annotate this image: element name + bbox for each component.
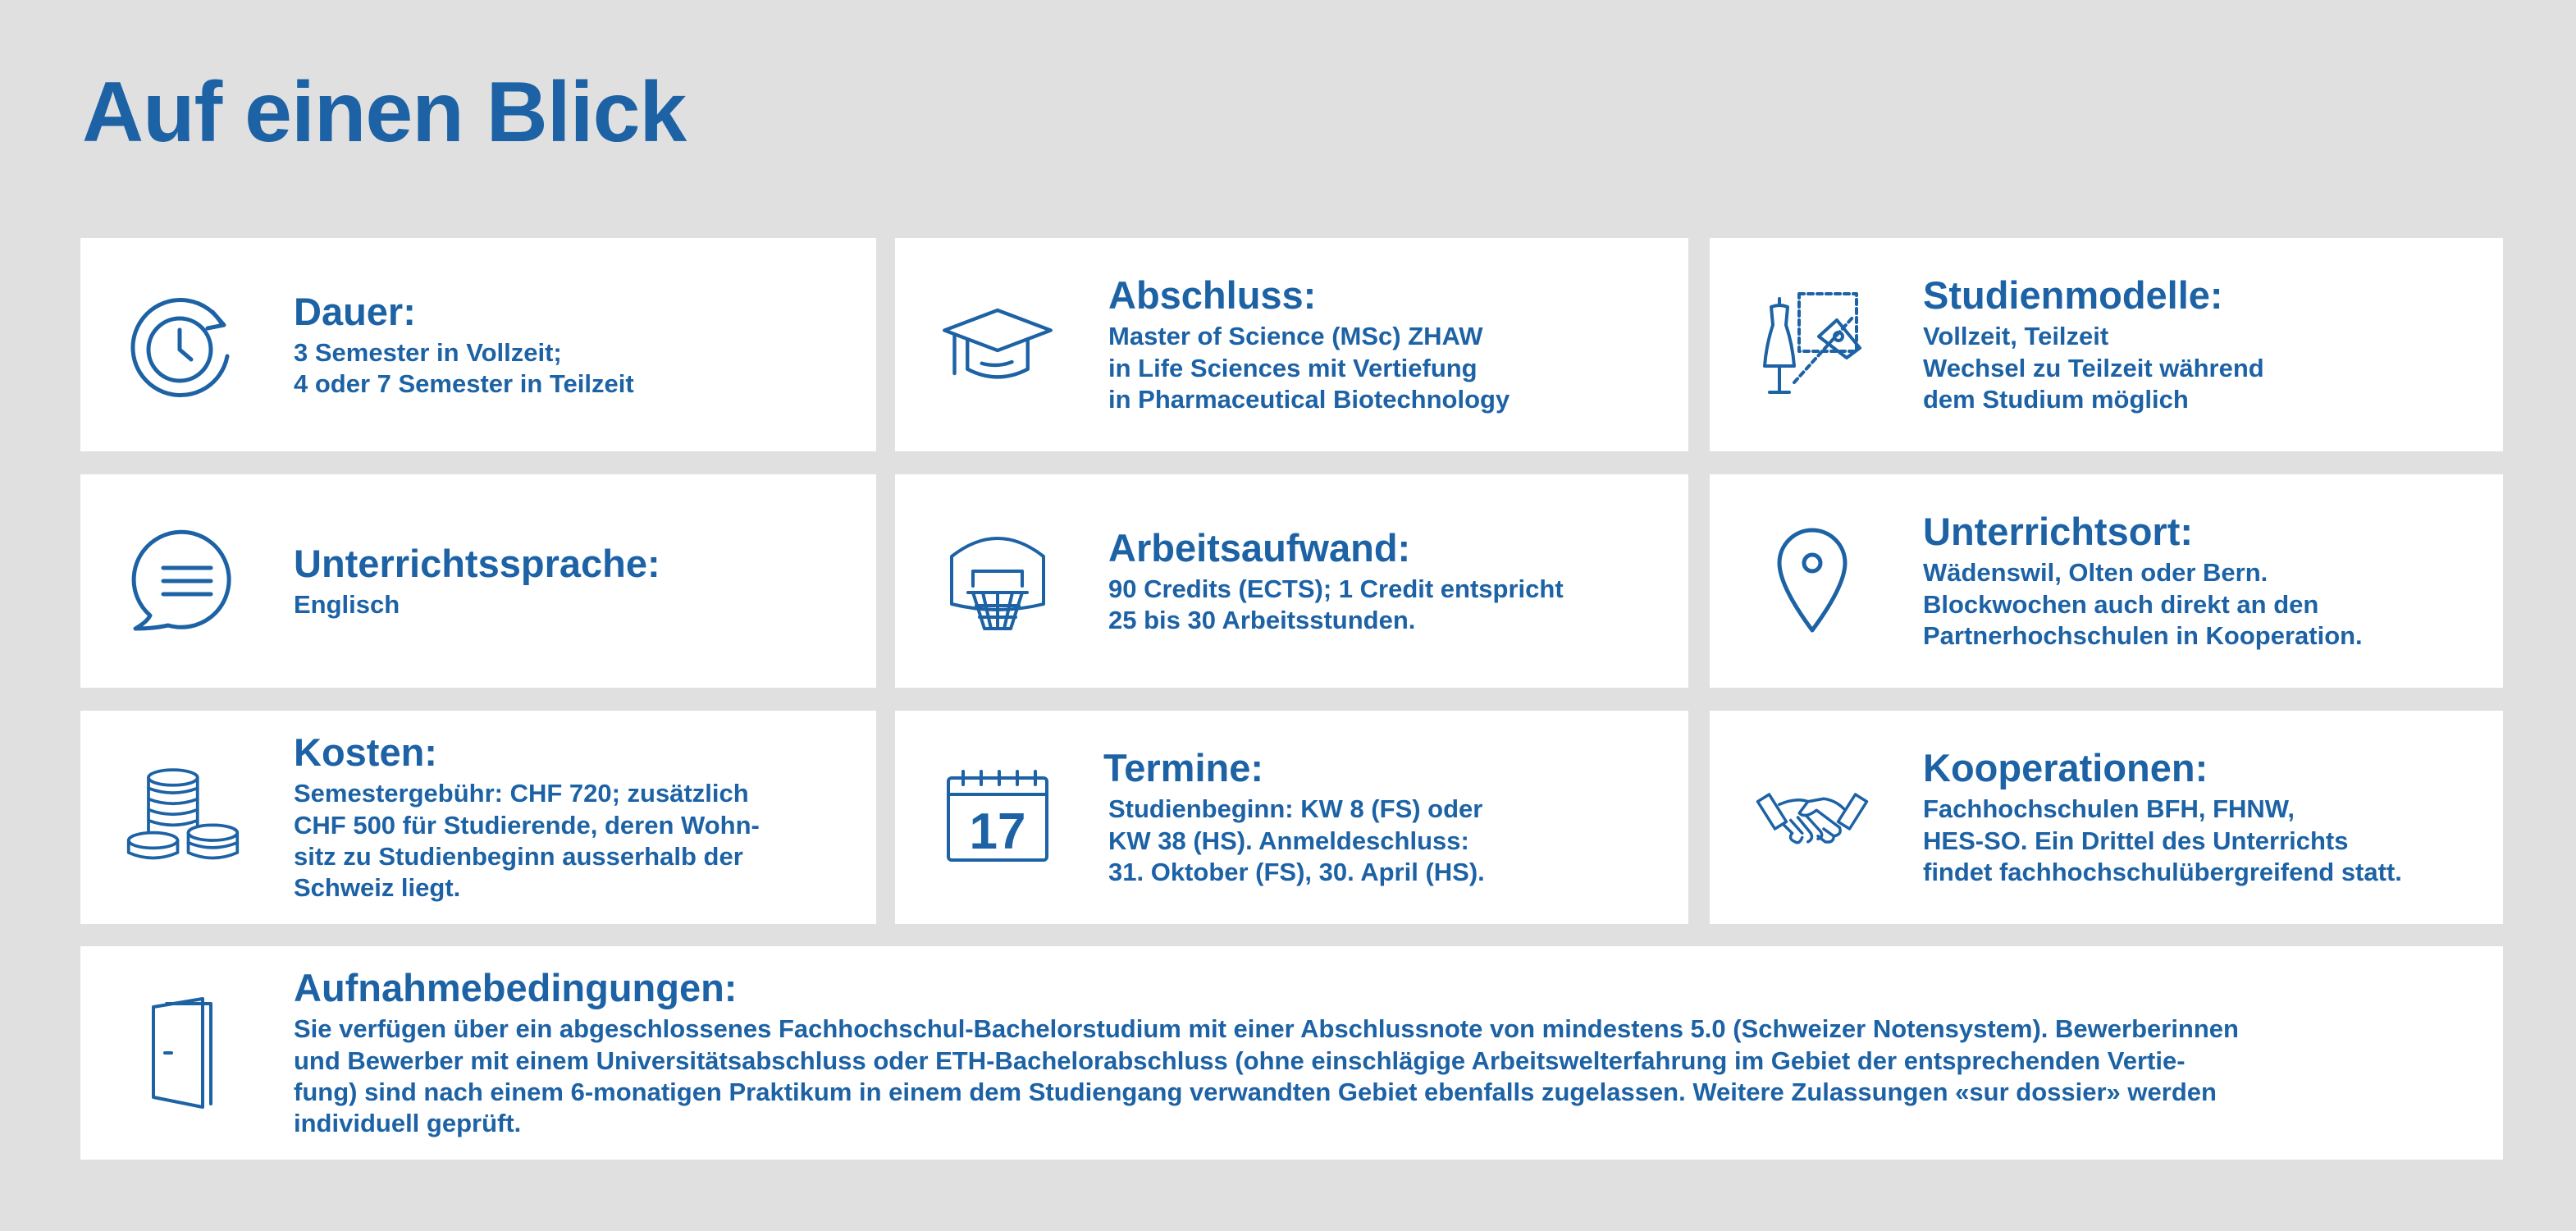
card-line: CHF 500 für Studierende, deren Wohn- <box>294 810 760 840</box>
card-heading: Unterrichtsort: <box>1923 510 2194 554</box>
card-line: dem Studium möglich <box>1923 385 2189 414</box>
card-line: Vollzeit, Teilzeit <box>1923 322 2109 351</box>
basketball-hoop-icon <box>928 474 1067 688</box>
card-heading: Arbeitsaufwand: <box>1108 525 1411 570</box>
card-line: Master of Science (MSc) ZHAW <box>1108 322 1483 351</box>
card-line: Studienbeginn: KW 8 (FS) oder <box>1108 794 1483 824</box>
card-line: Wädenswil, Olten oder Bern. <box>1923 558 2268 588</box>
card-line: individuell geprüft. <box>294 1109 522 1138</box>
card-unterrichtssprache <box>80 474 876 688</box>
handshake-icon <box>1742 711 1882 924</box>
graduation-cap-icon <box>928 238 1067 451</box>
card-line: 4 oder 7 Semester in Teilzeit <box>294 369 634 399</box>
card-line: Wechsel zu Teilzeit während <box>1923 353 2264 382</box>
card-line: Blockwochen auch direkt an den <box>1923 589 2319 619</box>
coin-stacks-icon <box>113 711 253 924</box>
card-line: Partnerhochschulen in Kooperation. <box>1923 621 2363 651</box>
card-heading: Studienmodelle: <box>1923 273 2223 318</box>
calendar-icon <box>928 711 1067 924</box>
card-abschluss <box>895 238 1688 451</box>
card-kooperationen <box>1710 711 2503 924</box>
card-heading: Abschluss: <box>1108 273 1317 318</box>
calendar-day: 17 <box>969 803 1026 860</box>
card-dauer <box>80 238 876 451</box>
card-line: Fachhochschulen BFH, FHNW, <box>1923 794 2295 824</box>
card-line: Semestergebühr: CHF 720; zusätzlich <box>294 779 749 808</box>
card-studienmodelle <box>1710 238 2503 451</box>
card-line: und Bewerber mit einem Universitätsabschluss oder ETH-Bachelorabschluss (ohne einschlägige Arbeitswelterfahrung im Gebiet der entsprechenden Vertie- <box>294 1046 2185 1075</box>
card-heading: Dauer: <box>294 289 416 333</box>
card-line: KW 38 (HS). Anmeldeschluss: <box>1108 826 1469 855</box>
mannequin-pen-icon <box>1742 238 1882 451</box>
card-arbeitsaufwand <box>895 474 1688 688</box>
card-line: fung) sind nach einem 6-monatigen Praktikum in einem dem Studiengang verwandten Gebiet ebenfalls zugelassen. Weitere Zulassungen «sur dossier» werden <box>294 1078 2217 1107</box>
page-title: Auf einen Blick <box>82 65 687 160</box>
card-line: 31. Oktober (FS), 30. April (HS). <box>1108 858 1485 887</box>
card-line: in Life Sciences mit Vertiefung <box>1108 353 1478 382</box>
card-line: HES-SO. Ein Drittel des Unterrichts <box>1923 826 2349 855</box>
card-unterrichtsort <box>1710 474 2503 688</box>
speech-bubble-icon <box>113 474 253 688</box>
location-pin-icon <box>1742 474 1882 688</box>
card-kosten <box>80 711 876 924</box>
open-door-icon <box>113 946 253 1160</box>
card-line: sitz zu Studienbeginn ausserhalb der <box>294 842 743 872</box>
card-heading: Kosten: <box>294 730 437 775</box>
card-heading: Aufnahmebedingungen: <box>294 966 738 1010</box>
clock-refresh-icon <box>113 238 253 451</box>
card-line: 25 bis 30 Arbeitsstunden. <box>1108 606 1416 635</box>
card-heading: Kooperationen: <box>1923 746 2208 790</box>
card-line: 3 Semester in Vollzeit; <box>294 337 562 367</box>
card-heading: Unterrichtssprache: <box>294 541 660 585</box>
card-line: 90 Credits (ECTS); 1 Credit entspricht <box>1108 574 1564 603</box>
card-line: findet fachhochschulübergreifend statt. <box>1923 858 2402 887</box>
card-line: Englisch <box>294 589 400 619</box>
card-heading: Termine: <box>1103 746 1263 790</box>
card-line: in Pharmaceutical Biotechnology <box>1108 385 1510 414</box>
card-aufnahmebedingungen <box>80 946 2503 1160</box>
card-line: Schweiz liegt. <box>294 873 461 903</box>
card-termine <box>895 711 1688 924</box>
card-line: Sie verfügen über ein abgeschlossenes Fachhochschul-Bachelorstudium mit einer Abschlussnote von mindestens 5.0 (Schweizer Notensystem). Bewerberinnen <box>294 1014 2239 1044</box>
